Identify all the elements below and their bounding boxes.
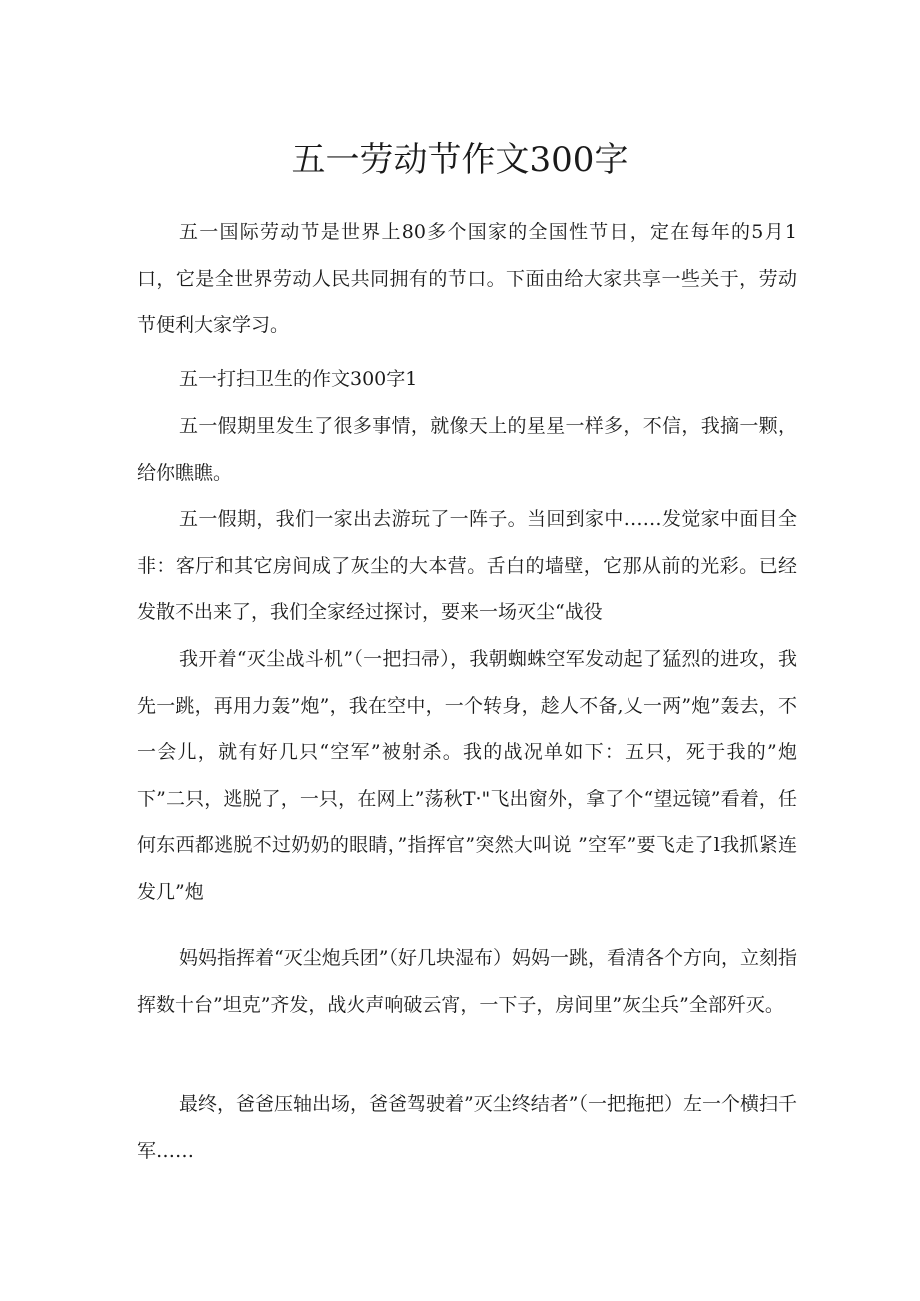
paragraph-subtitle: 五一打扫卫生的作文300字1: [179, 368, 418, 390]
paragraph-intro: 五一国际劳动节是世界上80多个国家的全国性节日，定在每年的5月1口，它是全世界劳动人民共同拥有的节口。下面由给大家共享一些关于，劳动节便利大家学习。: [137, 221, 797, 336]
paragraph-dad-finale: 最终，爸爸压轴出场，爸爸驾驶着”灭尘终结者”（一把拖把）左一个横扫千军……: [137, 1093, 797, 1162]
paragraph-return-home: 五一假期，我们一家出去游玩了一阵子。当回到家中……发觉家中面目全非：客厅和其它房间成了灰尘的大本营。舌白的墙壁，它那从前的光彩。已经发散不出来了，我们全家经过探讨，要来一场灭尘“战役: [137, 508, 797, 623]
paragraph-my-battle: 我开着“灭尘战斗机”（一把扫帚），我朝蜘蛛空军发动起了猛烈的进攻，我先一跳，再用力轰”炮”，我在空中，一个转身，趁人不备,乂一两”炮”轰去，不一会儿，就有好几只“空军”被射杀。我的战况单如下：五只，死于我的”炮下”二只，逃脱了，一只，在网上”荡秋T·"飞出窗外，拿了个“望远镜”看着，任何东西都逃脱不过奶奶的眼睛，”指挥官”突然大叫说 ”空军”要飞走了l我抓紧连发几”炮: [137, 648, 797, 903]
document-title: 五一劳动节作文300字: [291, 140, 629, 180]
paragraph-mom-battle: 妈妈指挥着“灭尘炮兵团”（好几块湿布）妈妈一跳，看清各个方向，立刻指挥数十台”坦克”齐发，战火声响破云宵，一下子，房间里”灰尘兵”全部歼灭。: [137, 947, 797, 1016]
paragraph-holiday-events: 五一假期里发生了很多事情，就像天上的星星一样多，不信，我摘一颗，给你瞧瞧。: [137, 415, 797, 484]
